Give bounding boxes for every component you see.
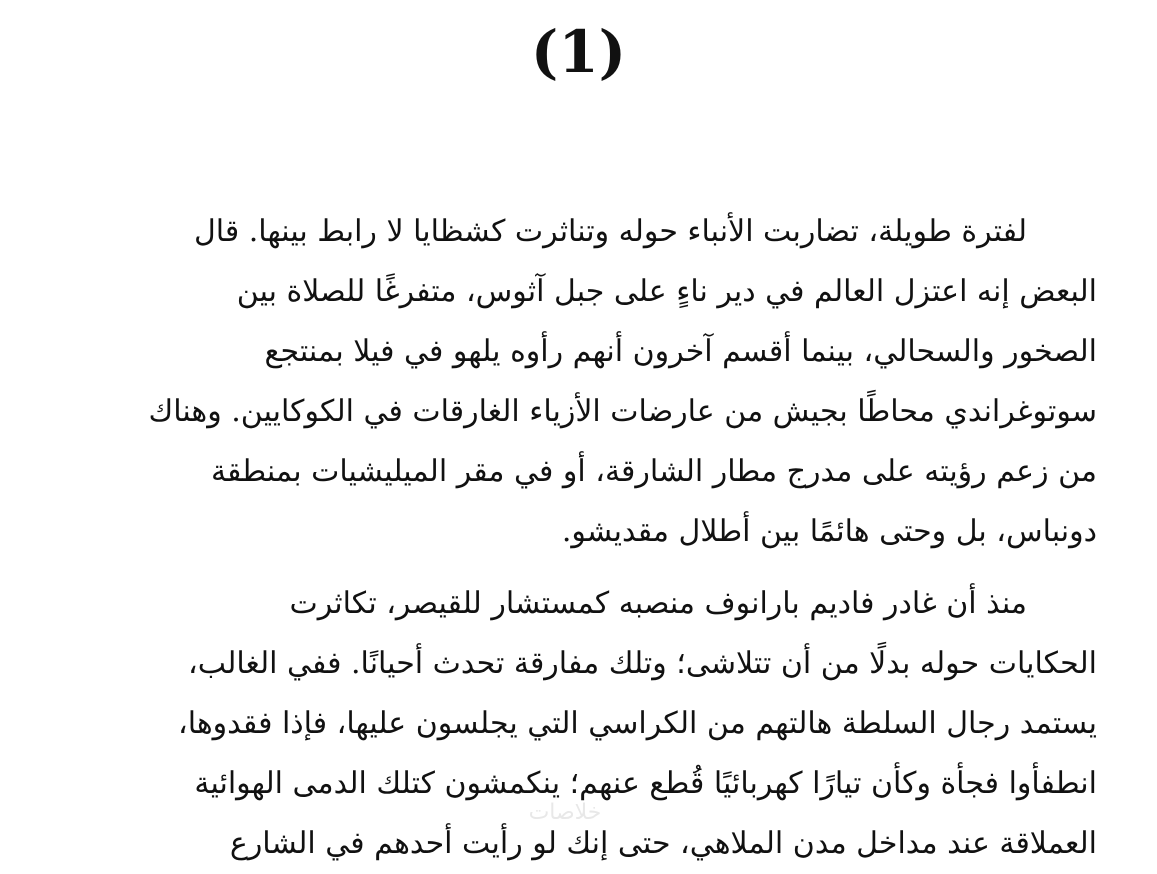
text-line: العملاقة عند مداخل مدن الملاهي، حتى إنك لو رأيت أحدهم في الشارع [229, 826, 1097, 861]
text-line: سوتوغراندي محاطًا بجيش من عارضات الأزياء الغارقات في الكوكايين. وهناك [148, 394, 1097, 429]
watermark: خلاصات [528, 800, 602, 825]
paragraph-2 [62, 574, 1097, 874]
text-line: البعض إنه اعتزل العالم في دير ناءٍ على جبل آثوس، متفرغًا للصلاة بين [236, 274, 1097, 309]
body-text [62, 202, 1097, 874]
text-line: دونباس، بل وحتى هائمًا بين أطلال مقديشو. [561, 514, 1097, 549]
text-line: يستمد رجال السلطة هالتهم من الكراسي التي يجلسون عليها، فإذا فقدوها، [178, 706, 1097, 741]
text-line: منذ أن غادر فاديم بارانوف منصبه كمستشار للقيصر، تكاثرت [289, 586, 1027, 621]
text-line: الصخور والسحالي، بينما أقسم آخرون أنهم رأوه يلهو في فيلا بمنتجع [264, 334, 1097, 369]
chapter-number: (1) [530, 18, 627, 86]
text-line: من زعم رؤيته على مدرج مطار الشارقة، أو في مقر الميليشيات بمنطقة [210, 454, 1097, 489]
paragraph-1 [62, 202, 1097, 562]
text-line: لفترة طويلة، تضاربت الأنباء حوله وتناثرت كشظايا لا رابط بينها. قال [193, 214, 1027, 249]
text-line: الحكايات حوله بدلًا من أن تتلاشى؛ وتلك مفارقة تحدث أحيانًا. ففي الغالب، [188, 646, 1097, 681]
text-line: انطفأوا فجأة وكأن تيارًا كهربائيًا قُطع عنهم؛ ينكمشون كتلك الدمى الهوائية [194, 766, 1097, 801]
